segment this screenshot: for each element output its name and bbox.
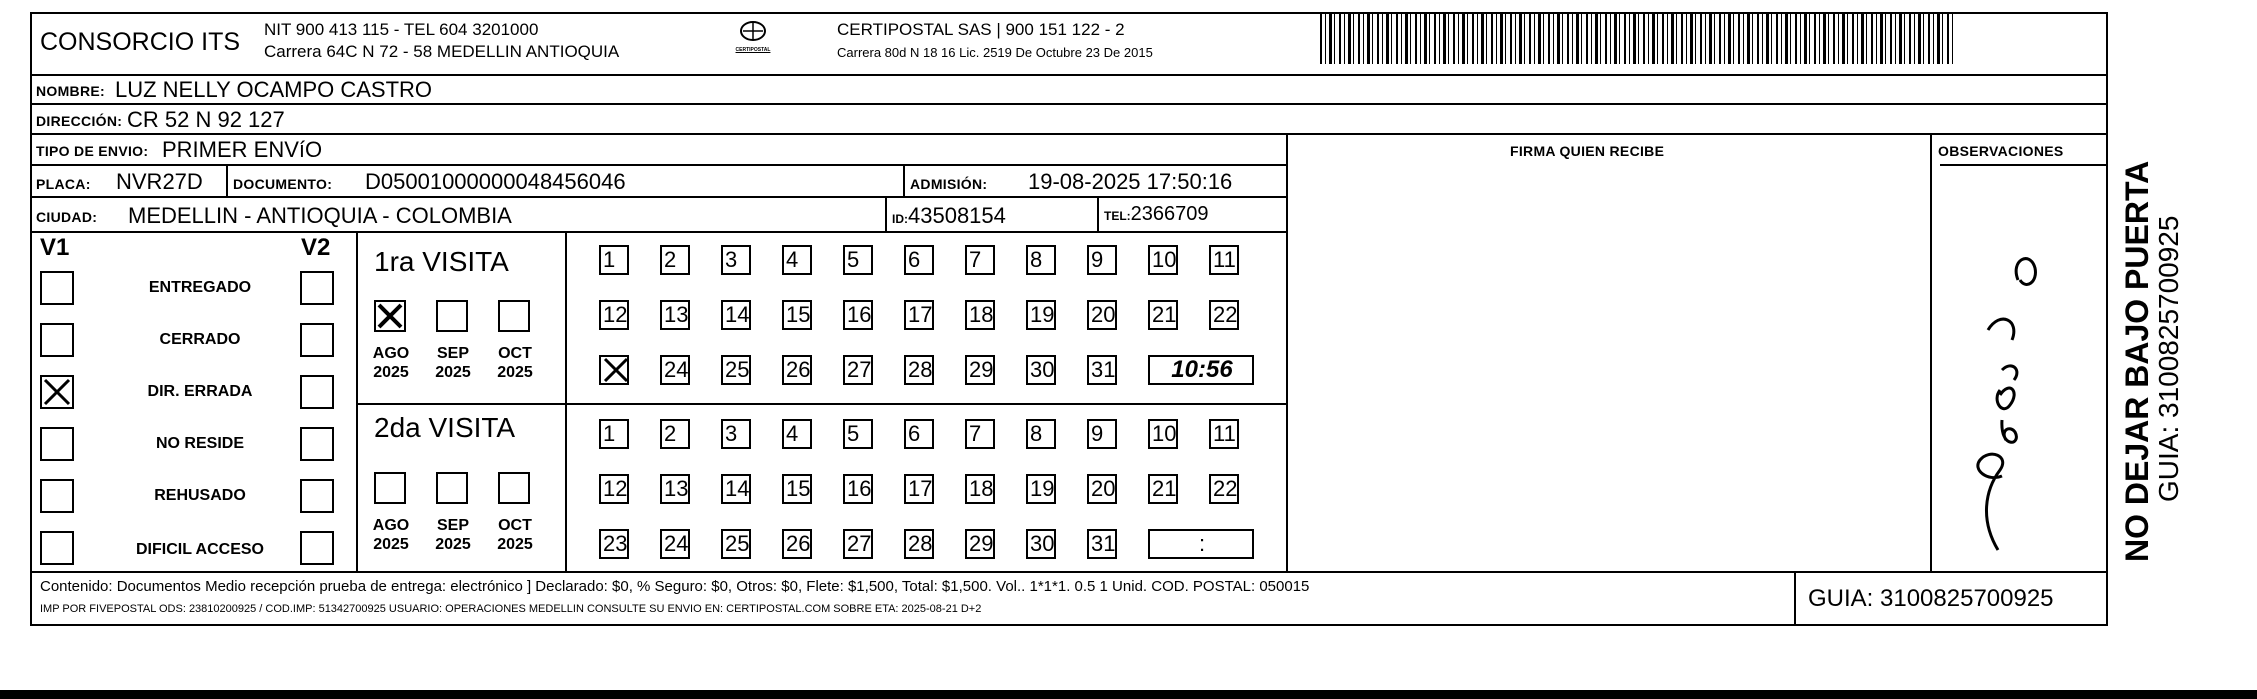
visit-2-day-box[interactable]: 14 — [721, 474, 751, 504]
visit-2-day-box[interactable]: 9 — [1087, 419, 1117, 449]
ciudad-value: MEDELLIN - ANTIOQUIA - COLOMBIA — [128, 203, 512, 228]
certipostal-logo — [728, 20, 778, 56]
visit-1-month-ago-label — [366, 344, 416, 382]
month-year: 2025 — [497, 364, 533, 381]
visit-1-day-box[interactable] — [599, 355, 629, 385]
month-year: 2025 — [435, 536, 471, 553]
visit-2-day-box[interactable]: 27 — [843, 529, 873, 559]
status-label-entregado: ENTREGADO — [148, 279, 252, 296]
signature-icon — [1940, 220, 2060, 560]
visit-2-day-box[interactable]: 29 — [965, 529, 995, 559]
status-label-rehusado: REHUSADO — [154, 487, 246, 504]
visit-1-day-box[interactable]: 21 — [1148, 300, 1178, 330]
visit-1-day-box[interactable]: 31 — [1087, 355, 1117, 385]
visit-1-day-box[interactable]: 13 — [660, 300, 690, 330]
visit-2-day-box[interactable]: 16 — [843, 474, 873, 504]
status-label-cerrado: CERRADO — [159, 331, 241, 348]
visit-2-month-oct[interactable] — [498, 472, 530, 504]
barcode — [1320, 14, 1956, 64]
side-note — [2119, 72, 2184, 562]
visit-1-day-box[interactable]: 29 — [965, 355, 995, 385]
v1-checkbox-entregado[interactable] — [40, 271, 74, 305]
visit-2-day-box[interactable]: 10 — [1148, 419, 1178, 449]
carrier-line1: CERTIPOSTAL SAS | 900 151 122 - 2 — [837, 20, 1125, 39]
visit-2-day-box[interactable]: 24 — [660, 529, 690, 559]
company-line2: Carrera 64C N 72 - 58 MEDELLIN ANTIOQUIA — [264, 42, 620, 61]
visit-1-day-box[interactable]: 15 — [782, 300, 812, 330]
documento-label: DOCUMENTO: — [233, 176, 333, 192]
check-mark-icon — [42, 377, 72, 407]
visit-2-day-box[interactable]: 12 — [599, 474, 629, 504]
v2-checkbox-dir-errada[interactable] — [300, 375, 334, 409]
visit-2-day-box[interactable]: 28 — [904, 529, 934, 559]
logo-text: CERTIPOSTAL — [735, 47, 771, 53]
nombre-value: LUZ NELLY OCAMPO CASTRO — [115, 77, 433, 102]
visit-2-day-box[interactable]: 5 — [843, 419, 873, 449]
direccion-value: CR 52 N 92 127 — [127, 107, 285, 132]
visit-1-time-box[interactable]: 10:56 — [1148, 355, 1254, 385]
footer-contenido: Contenido: Documentos Medio recepción prueba de entrega: electrónico ] Declarado: $0, % Seguro: $0, Otros: $0, Flete: $1,500, Total: $1,500. Vol.. 1*1*1. 0.5 1 Unid. COD. POSTAL: 050015 — [40, 578, 1310, 595]
visit-1-day-box[interactable]: 4 — [782, 245, 812, 275]
visit-1-day-box[interactable]: 2 — [660, 245, 690, 275]
status-label-no-reside: NO RESIDE — [155, 435, 244, 452]
visit-2-day-box[interactable]: 15 — [782, 474, 812, 504]
v1-label: V1 — [40, 234, 70, 261]
visit-1-day-box[interactable]: 24 — [660, 355, 690, 385]
side-note-line1: NO DEJAR BAJO PUERTA — [2119, 160, 2155, 562]
visit-2-day-box[interactable]: 4 — [782, 419, 812, 449]
v2-checkbox-rehusado[interactable] — [300, 479, 334, 513]
month-name: OCT — [498, 345, 532, 362]
visit-2-day-box[interactable]: 8 — [1026, 419, 1056, 449]
visit-2-day-box[interactable]: 3 — [721, 419, 751, 449]
visit-2-month-ago[interactable] — [374, 472, 406, 504]
company-name: CONSORCIO ITS — [40, 28, 241, 56]
visit-1-day-box[interactable]: 18 — [965, 300, 995, 330]
bottom-rule — [0, 690, 2257, 699]
visit-2-day-box[interactable]: 19 — [1026, 474, 1056, 504]
admision-label: ADMISIÓN: — [910, 176, 988, 192]
tel-label: TEL: — [1104, 209, 1131, 223]
placa-value: NVR27D — [116, 169, 203, 194]
id-label: ID: — [892, 212, 908, 226]
visit-2-day-box[interactable]: 23 — [599, 529, 629, 559]
visit-1-month-sep-label — [428, 344, 478, 382]
footer-guia: GUIA: 3100825700925 — [1808, 585, 2054, 612]
month-year: 2025 — [497, 536, 533, 553]
admision-value: 19-08-2025 17:50:16 — [1028, 169, 1233, 194]
visit-2-day-box[interactable]: 22 — [1209, 474, 1239, 504]
visit-1-month-oct-label — [490, 344, 540, 382]
visit-1-day-box[interactable]: 17 — [904, 300, 934, 330]
visit-1-month-ago[interactable] — [374, 300, 406, 332]
v1-checkbox-cerrado[interactable] — [40, 323, 74, 357]
observaciones-label: OBSERVACIONES — [1938, 143, 2064, 159]
visit-1-day-box[interactable]: 7 — [965, 245, 995, 275]
direccion-label: DIRECCIÓN: — [36, 113, 123, 129]
visit-2-day-box[interactable]: 20 — [1087, 474, 1117, 504]
visit-1-day-box[interactable]: 3 — [721, 245, 751, 275]
tel-value: 2366709 — [1130, 203, 1209, 225]
visit-1-day-box[interactable]: 12 — [599, 300, 629, 330]
firma-label: FIRMA QUIEN RECIBE — [1510, 143, 1665, 159]
visit-2-day-box[interactable]: 1 — [599, 419, 629, 449]
visit-2-day-box[interactable]: 11 — [1209, 419, 1239, 449]
documento-value: D05001000000048456046 — [365, 169, 626, 194]
v2-checkbox-dificil-acceso[interactable] — [300, 531, 334, 565]
placa-label: PLACA: — [36, 176, 91, 192]
visit-2-day-box[interactable]: 2 — [660, 419, 690, 449]
visit-2-day-box[interactable]: 7 — [965, 419, 995, 449]
visit-1-day-box[interactable]: 26 — [782, 355, 812, 385]
visit-2-day-box[interactable]: 31 — [1087, 529, 1117, 559]
visit-1-title: 1ra VISITA — [374, 246, 509, 277]
v1-checkbox-dir-errada[interactable] — [40, 375, 74, 409]
side-note-line2: GUIA: 3100825700925 — [2153, 215, 2184, 502]
nombre-label: NOMBRE: — [36, 83, 105, 99]
footer-imp: IMP POR FIVEPOSTAL ODS: 23810200925 / COD.IMP: 51342700925 USUARIO: OPERACIONES MEDELLIN CONSULTE SU ENVIO EN: CERTIPOSTAL.COM SOBRE ETA: 2025-08-21 D+2 — [40, 603, 982, 615]
tipo-value: PRIMER ENVíO — [162, 137, 323, 162]
visit-1-day-box[interactable]: 22 — [1209, 300, 1239, 330]
ciudad-label: CIUDAD: — [36, 209, 98, 225]
visit-1-day-box[interactable]: 30 — [1026, 355, 1056, 385]
v1-checkbox-dificil-acceso[interactable] — [40, 531, 74, 565]
v2-checkbox-cerrado[interactable] — [300, 323, 334, 357]
month-year: 2025 — [373, 364, 409, 381]
company-line1: NIT 900 413 115 - TEL 604 3201000 — [264, 20, 539, 39]
month-name: OCT — [498, 517, 532, 534]
visit-2-month-sep[interactable] — [436, 472, 468, 504]
visit-2-month-sep-label — [428, 516, 478, 554]
v2-checkbox-no-reside[interactable] — [300, 427, 334, 461]
visit-1-day-box[interactable]: 25 — [721, 355, 751, 385]
visit-1-month-oct[interactable] — [498, 300, 530, 332]
visit-1-month-sep[interactable] — [436, 300, 468, 332]
month-name: SEP — [436, 517, 469, 534]
tipo-label: TIPO DE ENVIO: — [36, 143, 149, 159]
cross-mark-icon — [603, 357, 629, 383]
v2-label: V2 — [301, 234, 331, 261]
visit-2-day-box[interactable]: 13 — [660, 474, 690, 504]
visit-1-day-box[interactable]: 16 — [843, 300, 873, 330]
visit-2-month-ago-label — [366, 516, 416, 554]
v1-checkbox-rehusado[interactable] — [40, 479, 74, 513]
visit-1-day-box[interactable]: 19 — [1026, 300, 1056, 330]
status-label-dificil-acceso: DIFICIL ACCESO — [135, 541, 264, 558]
v1-checkbox-no-reside[interactable] — [40, 427, 74, 461]
visit-1-day-box[interactable]: 28 — [904, 355, 934, 385]
visit-1-day-box[interactable]: 8 — [1026, 245, 1056, 275]
visit-2-day-box[interactable]: 17 — [904, 474, 934, 504]
visit-2-title: 2da VISITA — [374, 412, 516, 443]
carrier-line2: Carrera 80d N 18 16 Lic. 2519 De Octubre 23 De 2015 — [837, 45, 1153, 60]
visit-2-day-box[interactable]: 18 — [965, 474, 995, 504]
visit-2-day-box[interactable]: 30 — [1026, 529, 1056, 559]
check-mark-icon — [376, 302, 404, 330]
visit-1-day-box[interactable]: 11 — [1209, 245, 1239, 275]
visit-1-day-box[interactable]: 14 — [721, 300, 751, 330]
id-value: 43508154 — [908, 203, 1006, 228]
visit-1-day-box[interactable]: 5 — [843, 245, 873, 275]
visit-1-day-box[interactable]: 1 — [599, 245, 629, 275]
v2-checkbox-entregado[interactable] — [300, 271, 334, 305]
month-year: 2025 — [373, 536, 409, 553]
id-field — [892, 203, 1006, 229]
visit-2-day-box[interactable]: 6 — [904, 419, 934, 449]
month-year: 2025 — [435, 364, 471, 381]
tel-field — [1104, 203, 1209, 226]
visit-1-day-box[interactable]: 27 — [843, 355, 873, 385]
visit-1-day-box[interactable]: 10 — [1148, 245, 1178, 275]
visit-1-day-box[interactable]: 20 — [1087, 300, 1117, 330]
visit-2-month-oct-label — [490, 516, 540, 554]
visit-2-time-box[interactable]: : — [1148, 529, 1254, 559]
visit-1-day-box[interactable]: 9 — [1087, 245, 1117, 275]
month-name: SEP — [436, 345, 469, 362]
visit-2-day-box[interactable]: 25 — [721, 529, 751, 559]
status-label-dir-errada: DIR. ERRADA — [147, 383, 253, 400]
globe-logo-icon — [738, 20, 768, 42]
month-name: AGO — [372, 345, 410, 362]
visit-2-day-box[interactable]: 21 — [1148, 474, 1178, 504]
visit-1-day-box[interactable]: 6 — [904, 245, 934, 275]
visit-2-day-box[interactable]: 26 — [782, 529, 812, 559]
month-name: AGO — [372, 517, 410, 534]
